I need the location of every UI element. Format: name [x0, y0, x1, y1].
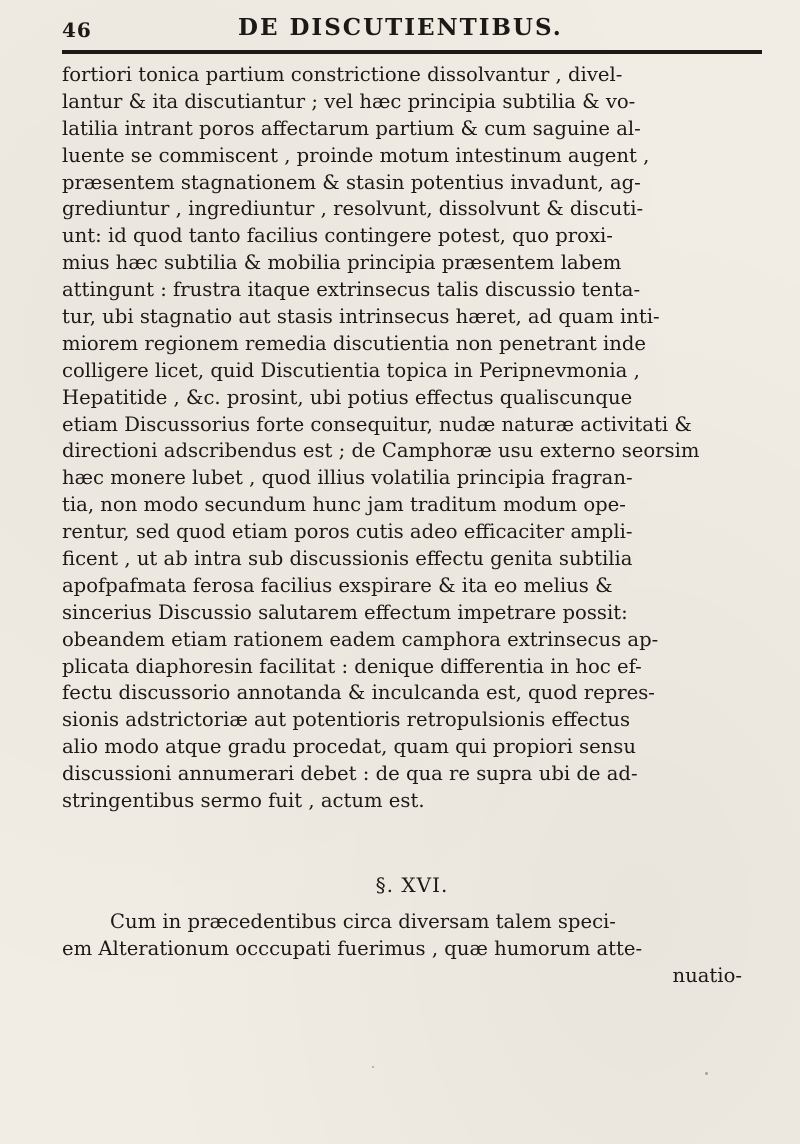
- text-line: ficent , ut ab intra sub discussionis effectu genita subtilia: [62, 547, 633, 571]
- paragraph-1: [62, 62, 762, 815]
- text-line: hæc monere lubet , quod illius volatilia principia fragran-: [62, 466, 633, 490]
- paper-speck: [705, 1072, 708, 1075]
- text-line: latilia intrant poros affectarum partium & cum saguine al-: [62, 116, 641, 140]
- paper-speck: [372, 1066, 374, 1068]
- catchword: nuatio-: [672, 963, 742, 987]
- text-line: lantur & ita discutiantur ; vel hæc principia subtilia & vo-: [62, 89, 636, 113]
- text-line: luente se commiscent , proinde motum intestinum augent ,: [62, 143, 650, 167]
- text-line: tia, non modo secundum hunc jam traditum modum ope-: [62, 493, 626, 517]
- running-title: DE DISCUTIENTIBUS.: [238, 14, 563, 41]
- text-line: sionis adstrictoriæ aut potentioris retropulsionis effectus: [62, 708, 631, 732]
- text-line: directioni adscribendus est ; de Camphoræ usu externo seorsim: [62, 439, 700, 463]
- text-line: colligere licet, quid Discutientia topica in Peripnevmonia ,: [62, 358, 640, 382]
- text-line: obeandem etiam rationem eadem camphora extrinsecus ap-: [62, 627, 659, 651]
- page-number: 46: [62, 18, 92, 42]
- text-line: unt: id quod tanto facilius contingere potest, quo proxi-: [62, 224, 613, 248]
- text-line: apofpafmata ferosa facilius exspirare & ita eo melius &: [62, 573, 613, 597]
- text-line: grediuntur , ingrediuntur , resolvunt, dissolvunt & discuti-: [62, 197, 644, 221]
- section-heading: §. XVI.: [375, 873, 449, 897]
- paragraph-2: [62, 908, 762, 989]
- text-line: attingunt : frustra itaque extrinsecus talis discussio tenta-: [62, 278, 641, 302]
- text-line: fectu discussorio annotanda & inculcanda est, quod repres-: [62, 681, 655, 705]
- text-line: miorem regionem remedia discutientia non penetrant inde: [62, 331, 647, 355]
- text-line: em Alterationum occcupati fuerimus , quæ humorum atte-: [62, 936, 643, 960]
- text-line: etiam Discussorius forte consequitur, nudæ naturæ activitati &: [62, 412, 692, 436]
- page-header: [62, 10, 762, 50]
- text-line: stringentibus sermo fuit , actum est.: [62, 789, 425, 813]
- header-rule: [62, 50, 762, 54]
- paper-speck: [268, 585, 271, 588]
- text-line: rentur, sed quod etiam poros cutis adeo efficaciter ampli-: [62, 520, 633, 544]
- text-line: sincerius Discussio salutarem effectum impetrare possit:: [62, 600, 628, 624]
- text-line: præsentem stagnationem & stasin potentius invadunt, ag-: [62, 170, 641, 194]
- text-line: alio modo atque gradu procedat, quam qui propiori sensu: [62, 735, 636, 759]
- text-line: fortiori tonica partium constrictione dissolvantur , divel-: [62, 63, 623, 86]
- text-line: tur, ubi stagnatio aut stasis intrinsecus hæret, ad quam inti-: [62, 305, 660, 329]
- text-line: Hepatitide , &c. prosint, ubi potius effectus qualiscunque: [62, 385, 633, 409]
- text-line: discussioni annumerari debet : de qua re supra ubi de ad-: [62, 762, 638, 786]
- text-line: plicata diaphoresin facilitat : denique differentia in hoc ef-: [62, 654, 642, 678]
- text-line: mius hæc subtilia & mobilia principia præsentem labem: [62, 251, 622, 275]
- text-line: Cum in præcedentibus circa diversam talem speci-: [110, 910, 616, 933]
